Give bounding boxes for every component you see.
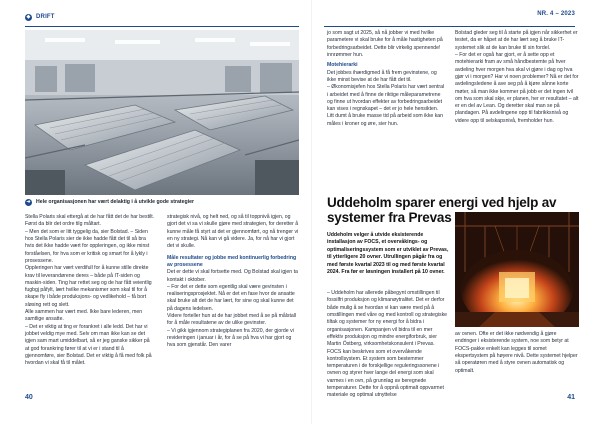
paragraph: – Men det som er litt tyggelig da, sier Bolstad. – Siden hos Stella Polaris sier de ikke hadde fått det til så bra hvis det ikke hadde vært for oppleringen, og ikke minst forståelsen, for hva som er kritisk og smart for å lykly i prosessene. — [25, 228, 150, 264]
caption-arrow-icon: ➜ — [26, 199, 31, 206]
section-label: DRIFT — [36, 14, 55, 20]
paragraph: – Økonomisjefen hos Stella Polaris har vært sentral i arbeidet med å finne de riktige måleparametrene og finne ut hvordan effekter av forbedringsarbeidet kan vises i regnskapet – det er jo hele hensikten. Litt dumt å bruke masse tid på arbeid som ikke kan måles i kroner og øre, sier hun. — [327, 84, 445, 127]
paragraph: – Det er viktig at ting er forankret i alle ledd. Det har vi jobbet veldig mye med. Selv om man ikke kan se det igjen sam mart umiddelbart, så er jeg ganske sikker på at god forankring fører til at vi er i stand til å gjennomføre, sier Bolstad. Det er viktig å få med folk på hvordan vi skal få til målet. — [25, 323, 152, 367]
right-top-column-2 — [455, 30, 579, 125]
paragraph: strategisk nivå, og helt ned, og så til toppnivå igjen, og gjort det vi sa vi skulle gjøre med strategien, for deretter å kunne måle få styrt at det er gjennomført, og nå trenger vi en ny strategi. Nå kan vi gå videre. Ja, for nå har vi gjort det vi skulle. — [167, 214, 299, 250]
section-header — [25, 11, 55, 23]
paragraph: Det jobbes ihærdigmed å få frem gevinstene, og ikke minst bevise at de har fått det til. — [327, 69, 437, 83]
subheading: Måle resultater og jobbe med kontinuerlig forbedring av prosessene — [167, 254, 297, 268]
header-rule-right — [324, 26, 575, 27]
paragraph: FOCS kan beskrives som et overvåkende kontrollsystem. Et system som bestemmer temperaturen i de forskjellige reguleringssonene i ovnen og styrer hver lange del energi som skal varmes i en ovn, på grunnlag av beregnede temperaturer. Dette for å oppnå optimalt oppvarmet materiale og optimal utnyttelse — [327, 348, 444, 399]
right-body-column-2 — [455, 331, 579, 375]
article-lead: Uddeholm velger å utvide eksisterende installasjon av FOCS, et overvåkings- og optimaliseringssystem som er utviklet av Prevas, til ytterligere 20 ovner. Utrullingen pågår fra og med første kvartal 2023 til og med første kvartal 2024. Fra før er løsningen installert på 10 ovner. — [327, 232, 449, 275]
paragraph: Bolstad gleder seg til å starte på igjen når sikkerhet er testet, da er håpet at de har lært seg å bruke IT-systemet slik at de kan bruke til sin fordel. — [455, 30, 578, 51]
paragraph: Videre forteller hun at de har jobbet med å se på målstall for å måle resultatene av de ulike gevinster. — [167, 313, 297, 327]
right-body-column-1 — [327, 290, 449, 400]
right-top-column-1 — [327, 30, 445, 128]
paragraph: Alle sammen har vært med. Ikke bare lederen, men samtlige ansatte. — [25, 309, 143, 323]
paragraph: – Uddeholm har allerede påbegynt omstillingen til fossilfri produksjon og klimanøytralitet. Det er derfor både mulig å se hvordan vi kan være med på å omstillingen med våre og med kontroll og strategiske tiltak og systemer for ny energi for å bidra i organisasjonen. Kampanjen vil bidra til en mer effektiv produksjon og mindre energiforbruk, sier Martin Östberg, virksomhetskonsulent i Prevas. — [327, 290, 448, 348]
paragraph: Oppleringen har vært verdifull for å kunne stille direkte krav til leverandørene deres – både på IT-siden og maskin-siden. Ting har rettet seg og de har fått veientlig fugbgj påfylt, lært hvilke mekanismer som skal til for å skape fly i både produksjons- og vedlikehold – få bort sløsing rett og slett. — [25, 265, 152, 308]
paragraph: av ovnen. Ofte er det ikke nødvendig å gjøre endringer i eksisterende system, noe som betyr at FOCS-pakke enkelt kan legges til somet ekspertsystem på høyere nivå. Dette systemet hjelper så operatøren med å styre ovnen automatisk og optimalt. — [455, 331, 578, 374]
factory-photo — [25, 30, 299, 195]
paragraph: – For det er også har gjort, er å sette opp et motehierarki fram av små håndbestemte på hver avdeling hver morgen hva skal vi gjøre i dag og hva gjør vi i morgen? Har vi noen problemer? Nå er det for avdelingsledene å ave seg på å kjøre sånne korte møter, så man ikke kommer på jobb er det ingen tvil om hva som skal skje, er planen, her er resultatet – alt er en del av Lean. Og deretter skal man se på plandagen. På avdelingene opp til fabrikksnivå og videre opp til selskapsnivå, fremholder hun. — [455, 51, 579, 124]
section-icon: ◆ — [26, 14, 31, 20]
left-body-column-2 — [167, 214, 299, 350]
header-rule-left — [25, 26, 299, 27]
issue-label: NR. 4 – 2023 — [537, 11, 575, 17]
paragraph: jo som sagt ut 2025, så nå jobber vi med hvilke parametere vi skal bruke for å måle hastigheten på forbedringsarbeidet. Dette blir virkelig spennende! innrømmer hun. — [327, 30, 443, 58]
caption-text: Hele organisasjonen har vært delaktig i å utvikle gode strategier — [36, 199, 194, 205]
paragraph: – For det er dette som egentlig skal være gevinsten i realiseringsprosjektet. Nå er det en fase hvor de ansatte skal bruke alt det de har lært, for sine og skal kunne det på dagens ledelsen. — [167, 283, 295, 312]
page-number: 41 — [567, 394, 575, 401]
page-number: 40 — [25, 394, 33, 401]
page-gutter — [311, 0, 312, 424]
photo-caption — [25, 199, 299, 206]
furnace-photo — [455, 212, 579, 327]
paragraph: Stella Polaris skal ettergå at de har fått det de har bestilt. Først da blir det ordre tilg måltart. — [25, 214, 155, 228]
article-headline: Uddeholm sparer energi ved hjelp av systemer fra Prevas — [327, 195, 557, 226]
left-body-column-1 — [25, 214, 155, 368]
paragraph: Det er dette vi skal fortsette med. Og Bolstad skal igjen ta kontakt i oktober. — [167, 269, 298, 283]
subheading: Motehierarki — [327, 62, 358, 69]
paragraph: – Vi gikk igjennom strategiplanen fra 2020, der gjorde vi revideringen i januar i år, for å se på hva vi har gjort og hva som gjenstår. Den varer — [167, 327, 294, 349]
